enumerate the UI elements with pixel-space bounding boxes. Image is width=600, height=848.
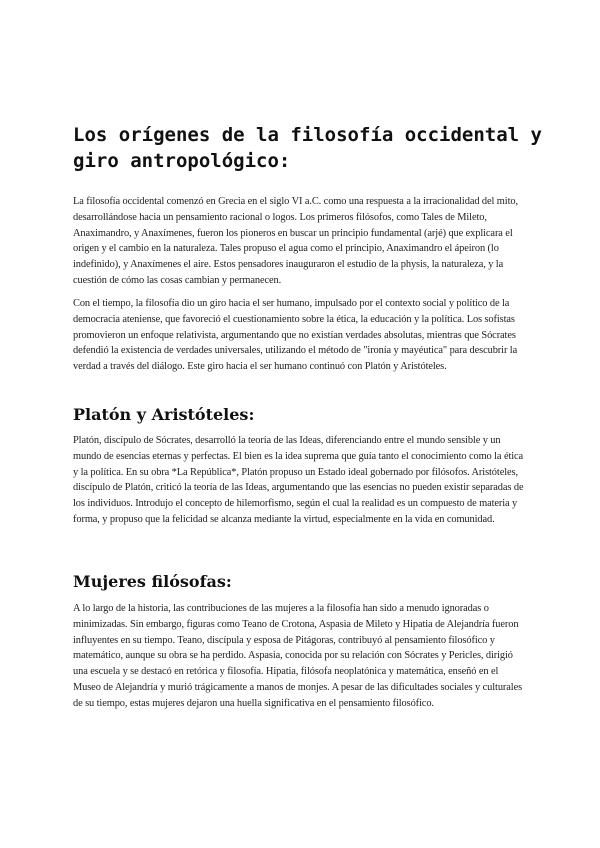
paragraph-giro-antropologico: Con el tiempo, la filosofía dio un giro hacia el ser humano, impulsado por el contexto social y político de la democracia ateniense, que favoreció el cuestionamiento sobre la ética, la educación y la política. Los sofistas promovieron un enfoque relativista, argumentando que no existían verdades absolutas, mientras que Sócrates defendió la existencia de verdades universales, utilizando el método de "ironía y mayéutica" para descubrir la verdad a través del diálogo. Este giro hacia el ser humano continuó con Platón y Aristóteles. <box>73 298 518 373</box>
paragraph-platon-aristoteles: Platón, discípulo de Sócrates, desarrolló la teoría de las Ideas, diferenciando entre el mundo sensible y un mundo de esencias eternas y perfectas. El bien es la idea suprema que guía tanto el conocimiento como la ética y la política. En su obra *La República*, Platón propuso un Estado ideal gobernado por filósofos. Aristóteles, discípulo de Platón, criticó la teoría de las Ideas, argumentando que las esencias no pueden existir separadas de los individuos. Introdujo el concepto de hilemorfismo, según el cual la realidad es un compuesto de materia y forma, y propuso que la felicidad se alcanza mediante la virtud, especialmente en la vida en comunidad. <box>73 435 524 525</box>
document-title: Los orígenes de la filosofía occidental y giro antropológico: <box>73 124 542 172</box>
paragraph-mujeres-filosofas: A lo largo de la historia, las contribuciones de las mujeres a la filosofía han sido a menudo ignoradas o minimizadas. Sin embargo, figuras como Teano de Crotona, Aspasia de Mileto y Hipatia de Alejandría fueron influyentes en su tiempo. Teano, discípula y esposa de Pitágoras, contribuyó al pensamiento filosófico y matemático, aunque su obra se ha perdido. Aspasia, conocida por su relación con Sócrates y Pericles, dirigió una escuela y se destacó en retórica y filosofía. Hipatia, filósofa neoplatónica y matemática, enseñó en el Museo de Alejandría y murió trágicamente a manos de monjes. A pesar de las dificultades sociales y culturales de su tiempo, estas mujeres dejaron una huella significativa en el pensamiento filosófico. <box>73 603 523 709</box>
heading-platon-aristoteles: Platón y Aristóteles: <box>73 405 255 424</box>
heading-mujeres-filosofas: Mujeres filósofas: <box>73 572 232 591</box>
paragraph-intro: La filosofía occidental comenzó en Grecia en el siglo VI a.C. como una respuesta a la irracionalidad del mito, desarrollándose hacia un pensamiento racional o logos. Los primeros filósofos, como Tales de Mileto, Anaximandro, y Anaxímenes, fueron los pioneros en buscar un principio fundamental (arjé) que explicara el origen y el cambio en la naturaleza. Tales propuso el agua como el principio, Anaximandro el ápeiron (lo indefinido), y Anaxímenes el aire. Estos pensadores inauguraron el estudio de la physis, la naturaleza, y la cuestión de cómo las cosas cambian y permanecen. <box>73 196 518 286</box>
